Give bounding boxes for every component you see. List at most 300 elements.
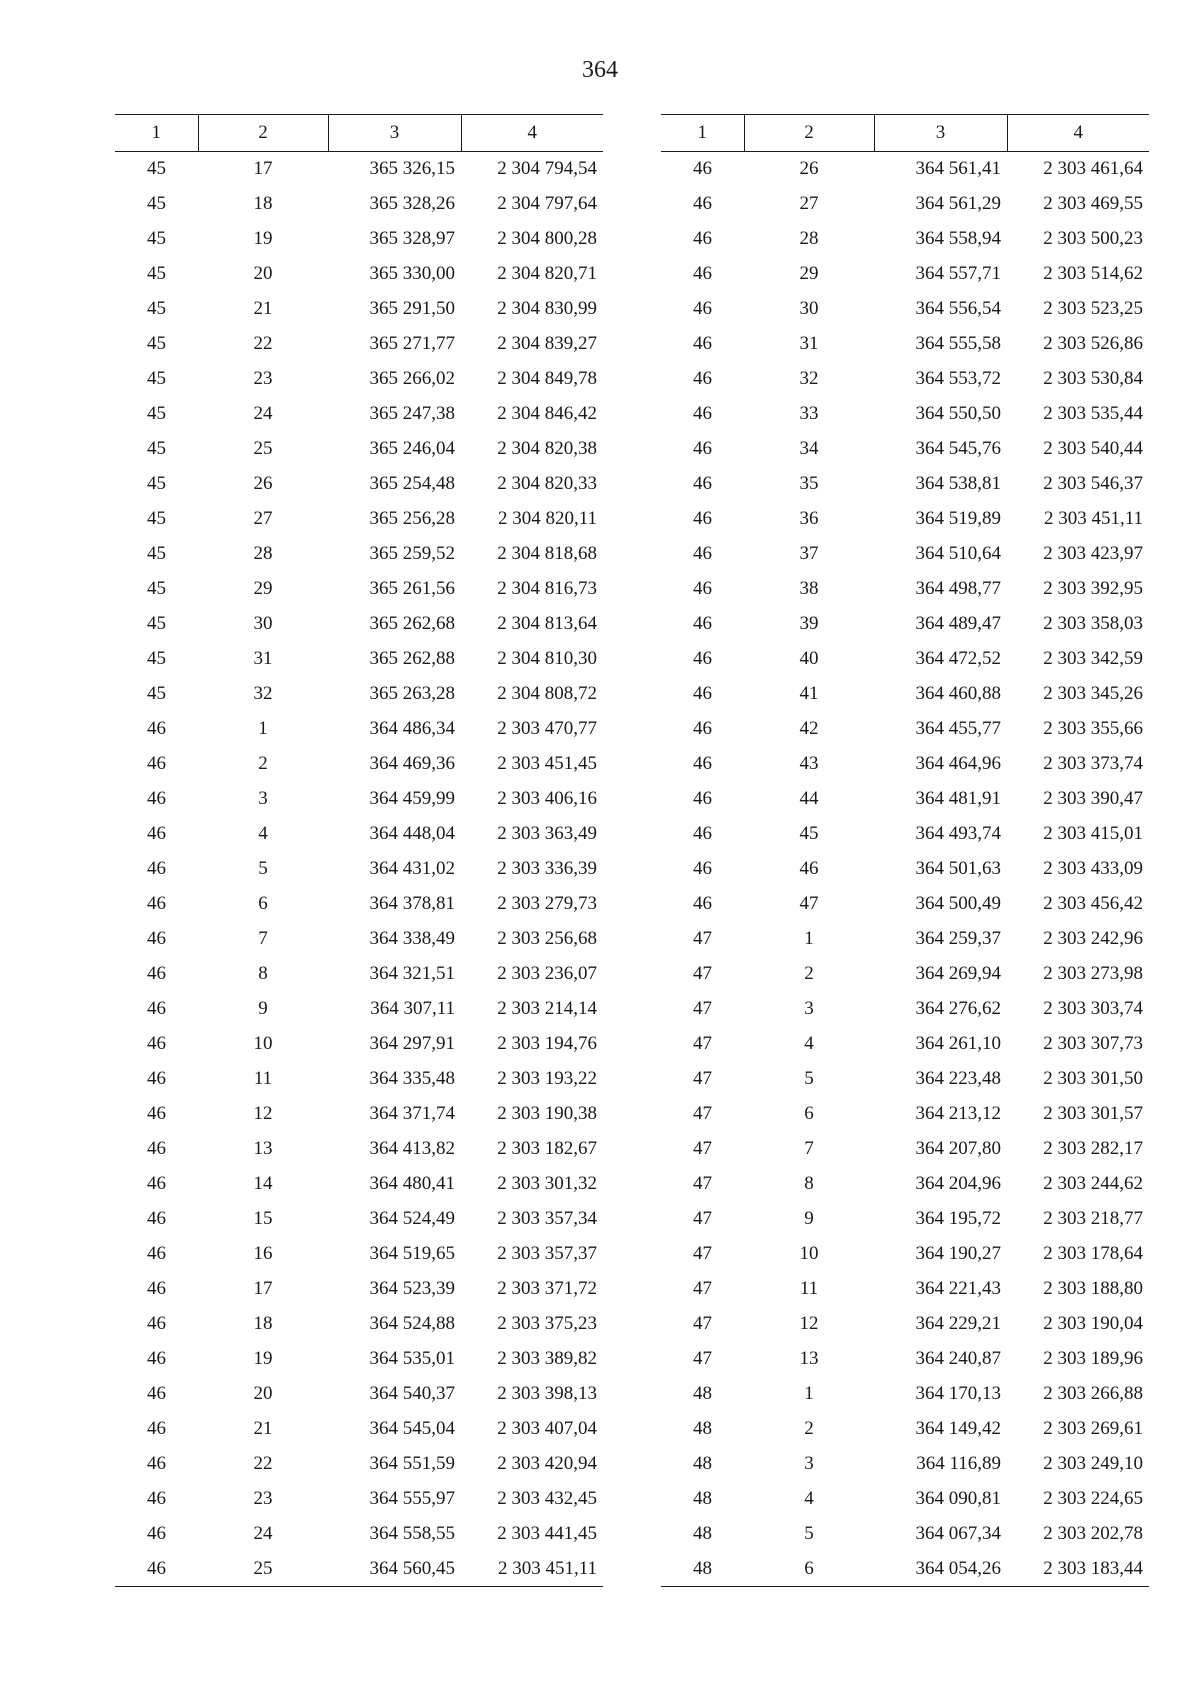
table-cell-col-2: 25 [253, 438, 273, 459]
table-cell-col-2: 3 [258, 788, 268, 809]
table-cell-col-1: 46 [147, 718, 166, 739]
table-cell-col-2: 33 [799, 403, 819, 424]
table-cell-col-2: 26 [253, 473, 273, 494]
table-row [661, 712, 1149, 747]
table-cell-col-3: 365 326,15 [369, 158, 455, 180]
table-cell-col-1: 47 [693, 1138, 712, 1159]
coordinates-table-left [115, 114, 603, 1587]
table-cell-col-1: 46 [693, 298, 712, 319]
table-cell-col-1: 46 [147, 1348, 166, 1369]
table-cell-col-1: 46 [693, 193, 712, 214]
table-cell-col-3: 364 560,45 [328, 1552, 461, 1587]
table-cell-col-3: 365 247,38 [369, 403, 455, 424]
table-cell-col-3: 365 330,00 [369, 263, 455, 284]
table-cell-col-2: 13 [799, 1348, 819, 1369]
table-row [661, 957, 1149, 992]
header-col-4: 4 [461, 115, 603, 152]
table-cell-col-4: 2 303 535,44 [1043, 403, 1143, 424]
table-cell-col-1: 47 [693, 1348, 712, 1369]
table-cell-col-1: 45 [147, 473, 166, 494]
table-cell-col-1: 46 [147, 788, 166, 809]
page-number: 364 [582, 57, 618, 83]
table-cell-col-2: 3 [804, 1453, 814, 1474]
table-row [115, 677, 603, 712]
table-row [661, 1167, 1149, 1202]
table-row [115, 1447, 603, 1482]
table-cell-col-1: 47 [693, 928, 712, 949]
table-cell-col-2: 4 [258, 823, 268, 844]
table-row [115, 1412, 603, 1447]
table-cell-col-2: 44 [799, 788, 819, 809]
table-cell-col-1: 45 [147, 333, 166, 354]
table-row [115, 992, 603, 1027]
table-row [661, 362, 1149, 397]
table-cell-col-4: 2 303 282,17 [1043, 1138, 1143, 1159]
table-cell-col-3: 364 561,41 [915, 158, 1001, 180]
table-cell-col-1: 46 [693, 473, 712, 494]
table-cell-col-2: 39 [799, 613, 819, 634]
table-cell-col-3: 364 524,49 [369, 1208, 455, 1229]
table-cell-col-2: 28 [799, 228, 819, 249]
table-row [115, 1272, 603, 1307]
table-cell-col-2: 32 [799, 368, 819, 389]
table-row [115, 1482, 603, 1517]
table-cell-col-2: 8 [258, 963, 268, 984]
table-cell-col-2: 23 [253, 368, 273, 389]
table-row [115, 502, 603, 537]
table-cell-col-1: 47 [693, 1208, 712, 1229]
header-col-4: 4 [1007, 115, 1149, 152]
table-row [115, 1517, 603, 1552]
table-cell-col-2: 22 [253, 333, 273, 354]
table-cell-col-2: 24 [253, 403, 273, 424]
table-row [115, 327, 603, 362]
table-row [661, 432, 1149, 467]
table-header-row [661, 115, 1149, 152]
table-cell-col-2: 41 [799, 683, 819, 704]
table-cell-col-2: 5 [804, 1523, 814, 1544]
table-cell-col-2: 2 [804, 963, 814, 984]
table-cell-col-3: 364 204,96 [915, 1173, 1001, 1194]
table-cell-col-3: 364 481,91 [915, 788, 1001, 809]
table-body-right [661, 152, 1149, 1587]
table-cell-col-3: 365 246,04 [369, 438, 455, 459]
table-cell-col-3: 364 297,91 [369, 1033, 455, 1054]
table-cell-col-2: 13 [253, 1138, 273, 1159]
table-cell-col-2: 30 [799, 298, 819, 319]
table-cell-col-2: 9 [804, 1208, 814, 1229]
table-cell-col-3: 365 291,50 [369, 298, 455, 319]
table-cell-col-1: 48 [693, 1418, 712, 1439]
table-cell-col-3: 364 223,48 [915, 1068, 1001, 1089]
table-cell-col-1: 45 [147, 613, 166, 634]
table-cell-col-4: 2 303 423,97 [1043, 543, 1143, 564]
table-cell-col-3: 364 067,34 [915, 1523, 1001, 1544]
table-cell-col-3: 364 240,87 [915, 1348, 1001, 1369]
table-cell-col-1: 45 [147, 648, 166, 669]
table-row [661, 1517, 1149, 1552]
table-cell-col-2: 15 [253, 1208, 273, 1229]
table-row [115, 537, 603, 572]
table-cell-col-4: 2 303 266,88 [1043, 1383, 1143, 1404]
table-cell-col-1: 46 [147, 963, 166, 984]
table-cell-col-1: 46 [147, 1173, 166, 1194]
table-cell-col-3: 365 328,26 [369, 193, 455, 214]
table-cell-col-2: 10 [253, 1033, 273, 1054]
table-cell-col-1: 46 [147, 1418, 166, 1439]
table-cell-col-1: 48 [693, 1383, 712, 1404]
table-cell-col-2: 29 [799, 263, 819, 284]
table-cell-col-4: 2 303 451,11 [1043, 508, 1143, 529]
table-cell-col-4: 2 303 456,42 [1043, 893, 1143, 914]
table-cell-col-2: 25 [198, 1552, 328, 1587]
table-cell-col-3: 365 271,77 [369, 333, 455, 354]
table-cell-col-3: 365 263,28 [369, 683, 455, 704]
table-cell-col-4: 2 303 218,77 [1043, 1208, 1143, 1229]
table-cell-col-2: 45 [799, 823, 819, 844]
table-cell-col-1: 45 [147, 578, 166, 599]
table-cell-col-4: 2 304 816,73 [497, 578, 597, 599]
table-row [661, 1062, 1149, 1097]
table-cell-col-4: 2 304 797,64 [497, 193, 597, 214]
table-cell-col-2: 21 [253, 1418, 273, 1439]
table-row [115, 572, 603, 607]
table-cell-col-4: 2 303 389,82 [497, 1348, 597, 1369]
table-cell-col-1: 46 [693, 158, 712, 180]
table-row [661, 222, 1149, 257]
table-cell-col-1: 46 [147, 1033, 166, 1054]
table-cell-col-1: 45 [147, 368, 166, 389]
table-cell-col-4: 2 303 514,62 [1043, 263, 1143, 284]
table-cell-col-4: 2 304 846,42 [497, 403, 597, 424]
table-cell-col-3: 365 256,28 [369, 508, 455, 529]
table-cell-col-2: 9 [258, 998, 268, 1019]
table-cell-col-4: 2 303 244,62 [1043, 1173, 1143, 1194]
table-cell-col-2: 19 [253, 228, 273, 249]
table-cell-col-4: 2 303 441,45 [497, 1523, 597, 1544]
table-cell-col-3: 364 555,97 [369, 1488, 455, 1509]
table-row [661, 852, 1149, 887]
table-cell-col-3: 365 266,02 [369, 368, 455, 389]
table-row [661, 1132, 1149, 1167]
table-cell-col-3: 364 519,65 [369, 1243, 455, 1264]
table-cell-col-2: 5 [804, 1068, 814, 1089]
table-cell-col-4: 2 303 415,01 [1043, 823, 1143, 844]
table-cell-col-4: 2 303 357,37 [497, 1243, 597, 1264]
table-cell-col-3: 364 338,49 [369, 928, 455, 949]
table-cell-col-3: 364 540,37 [369, 1383, 455, 1404]
table-cell-col-4: 2 303 345,26 [1043, 683, 1143, 704]
table-row [661, 327, 1149, 362]
table-cell-col-1: 46 [693, 578, 712, 599]
table-cell-col-2: 3 [804, 998, 814, 1019]
table-cell-col-1: 46 [147, 1453, 166, 1474]
table-cell-col-3: 364 213,12 [915, 1103, 1001, 1124]
table-row [661, 537, 1149, 572]
table-row [115, 747, 603, 782]
table-row [115, 187, 603, 222]
table-cell-col-3: 364 538,81 [915, 473, 1001, 494]
table-cell-col-1: 45 [147, 158, 166, 180]
table-row [661, 502, 1149, 537]
table-cell-col-3: 364 551,59 [369, 1453, 455, 1474]
table-row [661, 1237, 1149, 1272]
table-cell-col-1: 46 [147, 998, 166, 1019]
table-cell-col-4: 2 303 526,86 [1043, 333, 1143, 354]
table-cell-col-1: 46 [147, 1068, 166, 1089]
table-cell-col-2: 19 [253, 1348, 273, 1369]
table-row [661, 642, 1149, 677]
table-cell-col-1: 46 [147, 1278, 166, 1299]
table-cell-col-2: 32 [253, 683, 273, 704]
table-cell-col-4: 2 303 406,16 [497, 788, 597, 809]
table-cell-col-1: 47 [693, 1243, 712, 1264]
table-cell-col-3: 364 276,62 [915, 998, 1001, 1019]
table-cell-col-1: 46 [115, 1552, 198, 1587]
table-cell-col-3: 364 371,74 [369, 1103, 455, 1124]
table-row [661, 1272, 1149, 1307]
table-row [661, 1307, 1149, 1342]
table-cell-col-1: 46 [693, 368, 712, 389]
table-cell-col-3: 364 378,81 [369, 893, 455, 914]
header-col-1: 1 [661, 115, 744, 152]
coordinates-table-right [661, 114, 1149, 1587]
table-cell-col-2: 30 [253, 613, 273, 634]
table-cell-col-3: 364 489,47 [915, 613, 1001, 634]
table-cell-col-3: 364 307,11 [370, 998, 455, 1019]
table-cell-col-2: 2 [258, 753, 268, 774]
table-cell-col-4: 2 303 546,37 [1043, 473, 1143, 494]
table-cell-col-3: 364 553,72 [915, 368, 1001, 389]
table-cell-col-4: 2 303 373,74 [1043, 753, 1143, 774]
table-cell-col-1: 48 [661, 1552, 744, 1587]
table-cell-col-3: 364 486,34 [369, 718, 455, 739]
table-cell-col-4: 2 303 214,14 [497, 998, 597, 1019]
table-cell-col-4: 2 303 202,78 [1043, 1523, 1143, 1544]
table-cell-col-1: 47 [693, 1313, 712, 1334]
header-col-3: 3 [328, 115, 461, 152]
table-row [115, 957, 603, 992]
table-cell-col-2: 36 [799, 508, 819, 529]
table-cell-col-1: 47 [693, 1033, 712, 1054]
table-cell-col-3: 364 190,27 [915, 1243, 1001, 1264]
table-cell-col-2: 35 [799, 473, 819, 494]
table-cell-col-1: 46 [693, 333, 712, 354]
table-cell-col-2: 4 [804, 1488, 814, 1509]
table-row [115, 922, 603, 957]
table-cell-col-3: 365 261,56 [369, 578, 455, 599]
table-row [661, 677, 1149, 712]
table-cell-col-4: 2 304 813,64 [497, 613, 597, 634]
table-cell-col-2: 27 [253, 508, 273, 529]
table-row [661, 887, 1149, 922]
table-cell-col-3: 364 221,43 [915, 1278, 1001, 1299]
table-cell-col-2: 20 [253, 263, 273, 284]
table-cell-col-1: 45 [147, 263, 166, 284]
table-row [661, 1377, 1149, 1412]
table-cell-col-1: 46 [147, 893, 166, 914]
table-cell-col-2: 5 [258, 858, 268, 879]
table-cell-col-4: 2 303 301,50 [1043, 1068, 1143, 1089]
table-cell-col-3: 364 459,99 [369, 788, 455, 809]
table-cell-col-3: 364 524,88 [369, 1313, 455, 1334]
table-row [661, 747, 1149, 782]
table-cell-col-2: 20 [253, 1383, 273, 1404]
header-col-1: 1 [115, 115, 198, 152]
table-cell-col-2: 46 [799, 858, 819, 879]
table-row [115, 362, 603, 397]
table-row [115, 1132, 603, 1167]
table-row [115, 292, 603, 327]
table-cell-col-3: 364 195,72 [915, 1208, 1001, 1229]
table-cell-col-4: 2 303 182,67 [497, 1138, 597, 1159]
table-row [661, 467, 1149, 502]
table-cell-col-3: 364 469,36 [369, 753, 455, 774]
table-cell-col-2: 27 [799, 193, 819, 214]
table-cell-col-2: 21 [253, 298, 273, 319]
table-cell-col-1: 46 [147, 1488, 166, 1509]
table-cell-col-1: 46 [147, 1243, 166, 1264]
table-cell-col-4: 2 304 839,27 [497, 333, 597, 354]
table-cell-col-4: 2 303 279,73 [497, 893, 597, 914]
table-cell-col-4: 2 304 800,28 [497, 228, 597, 249]
table-cell-col-4: 2 303 432,45 [497, 1488, 597, 1509]
table-row [115, 1552, 603, 1587]
table-cell-col-2: 11 [799, 1278, 819, 1299]
table-cell-col-1: 47 [693, 1103, 712, 1124]
table-cell-col-4: 2 304 849,78 [497, 368, 597, 389]
table-cell-col-3: 365 262,68 [369, 613, 455, 634]
table-cell-col-4: 2 303 357,34 [497, 1208, 597, 1229]
table-cell-col-3: 364 229,21 [915, 1313, 1001, 1334]
table-cell-col-4: 2 303 190,04 [1043, 1313, 1143, 1334]
table-row [115, 642, 603, 677]
table-cell-col-2: 7 [804, 1138, 814, 1159]
table-cell-col-3: 364 116,89 [916, 1453, 1001, 1474]
table-row [115, 887, 603, 922]
table-cell-col-4: 2 303 249,10 [1043, 1453, 1143, 1474]
table-row [661, 1412, 1149, 1447]
table-row [661, 1027, 1149, 1062]
table-row [115, 1097, 603, 1132]
table-cell-col-4: 2 303 336,39 [497, 858, 597, 879]
table-cell-col-3: 364 523,39 [369, 1278, 455, 1299]
table-cell-col-1: 46 [147, 1523, 166, 1544]
table-cell-col-4: 2 303 307,73 [1043, 1033, 1143, 1054]
table-cell-col-3: 364 472,52 [915, 648, 1001, 669]
table-cell-col-4: 2 303 190,38 [497, 1103, 597, 1124]
table-row [115, 1202, 603, 1237]
table-cell-col-2: 31 [799, 333, 819, 354]
table-cell-col-4: 2 303 178,64 [1043, 1243, 1143, 1264]
table-cell-col-2: 47 [799, 893, 819, 914]
table-row [115, 152, 603, 187]
table-cell-col-1: 46 [147, 928, 166, 949]
table-cell-col-3: 364 561,29 [915, 193, 1001, 214]
table-cell-col-2: 6 [744, 1552, 874, 1587]
table-cell-col-1: 45 [147, 438, 166, 459]
table-cell-col-3: 364 261,10 [915, 1033, 1001, 1054]
table-cell-col-1: 47 [693, 963, 712, 984]
table-cell-col-1: 46 [693, 893, 712, 914]
table-row [115, 1237, 603, 1272]
table-cell-col-3: 364 558,94 [915, 228, 1001, 249]
table-cell-col-4: 2 303 407,04 [497, 1418, 597, 1439]
table-cell-col-4: 2 303 470,77 [497, 718, 597, 739]
table-cell-col-1: 46 [147, 1383, 166, 1404]
table-cell-col-2: 31 [253, 648, 273, 669]
table-row [661, 1482, 1149, 1517]
table-cell-col-2: 17 [253, 1278, 273, 1299]
table-cell-col-4: 2 303 303,74 [1043, 998, 1143, 1019]
table-cell-col-4: 2 303 358,03 [1043, 613, 1143, 634]
table-row [661, 1552, 1149, 1587]
table-row [661, 922, 1149, 957]
table-cell-col-4: 2 303 392,95 [1043, 578, 1143, 599]
table-cell-col-4: 2 303 194,76 [497, 1033, 597, 1054]
table-cell-col-2: 37 [799, 543, 819, 564]
table-cell-col-2: 10 [799, 1243, 819, 1264]
table-cell-col-3: 364 464,96 [915, 753, 1001, 774]
table-cell-col-3: 364 269,94 [915, 963, 1001, 984]
table-cell-col-2: 22 [253, 1453, 273, 1474]
table-cell-col-1: 46 [693, 718, 712, 739]
table-cell-col-2: 1 [804, 1383, 814, 1404]
table-cell-col-4: 2 303 236,07 [497, 963, 597, 984]
table-cell-col-3: 364 558,55 [369, 1523, 455, 1544]
table-cell-col-4: 2 303 375,23 [497, 1313, 597, 1334]
table-cell-col-2: 11 [253, 1068, 273, 1089]
table-cell-col-4: 2 304 810,30 [497, 648, 597, 669]
table-cell-col-1: 46 [147, 858, 166, 879]
table-cell-col-1: 46 [693, 683, 712, 704]
table-cell-col-1: 47 [693, 1173, 712, 1194]
table-cell-col-1: 46 [693, 788, 712, 809]
table-cell-col-4: 2 303 301,57 [1043, 1103, 1143, 1124]
table-row [115, 817, 603, 852]
table-cell-col-4: 2 303 273,98 [1043, 963, 1143, 984]
table-cell-col-2: 38 [799, 578, 819, 599]
header-col-2: 2 [744, 115, 874, 152]
table-cell-col-2: 7 [258, 928, 268, 949]
table-row [115, 1377, 603, 1412]
table-row [661, 1202, 1149, 1237]
table-cell-col-3: 364 413,82 [369, 1138, 455, 1159]
table-cell-col-2: 17 [253, 158, 273, 180]
table-row [661, 1447, 1149, 1482]
table-row [115, 1167, 603, 1202]
table-row [661, 992, 1149, 1027]
table-cell-col-4: 2 303 451,11 [461, 1552, 603, 1587]
table-cell-col-1: 46 [147, 1103, 166, 1124]
table-cell-col-2: 2 [804, 1418, 814, 1439]
table-cell-col-1: 45 [147, 403, 166, 424]
table-cell-col-4: 2 303 183,44 [1007, 1552, 1149, 1587]
table-cell-col-1: 46 [147, 1138, 166, 1159]
table-cell-col-1: 48 [693, 1488, 712, 1509]
table-cell-col-4: 2 304 820,33 [497, 473, 597, 494]
table-cell-col-3: 364 556,54 [915, 298, 1001, 319]
table-cell-col-1: 46 [693, 613, 712, 634]
table-cell-col-2: 6 [804, 1103, 814, 1124]
table-row [115, 222, 603, 257]
table-cell-col-4: 2 303 224,65 [1043, 1488, 1143, 1509]
table-row [661, 152, 1149, 187]
table-cell-col-2: 14 [253, 1173, 273, 1194]
table-cell-col-4: 2 304 820,38 [497, 438, 597, 459]
table-cell-col-3: 364 545,04 [369, 1418, 455, 1439]
table-cell-col-3: 364 545,76 [915, 438, 1001, 459]
